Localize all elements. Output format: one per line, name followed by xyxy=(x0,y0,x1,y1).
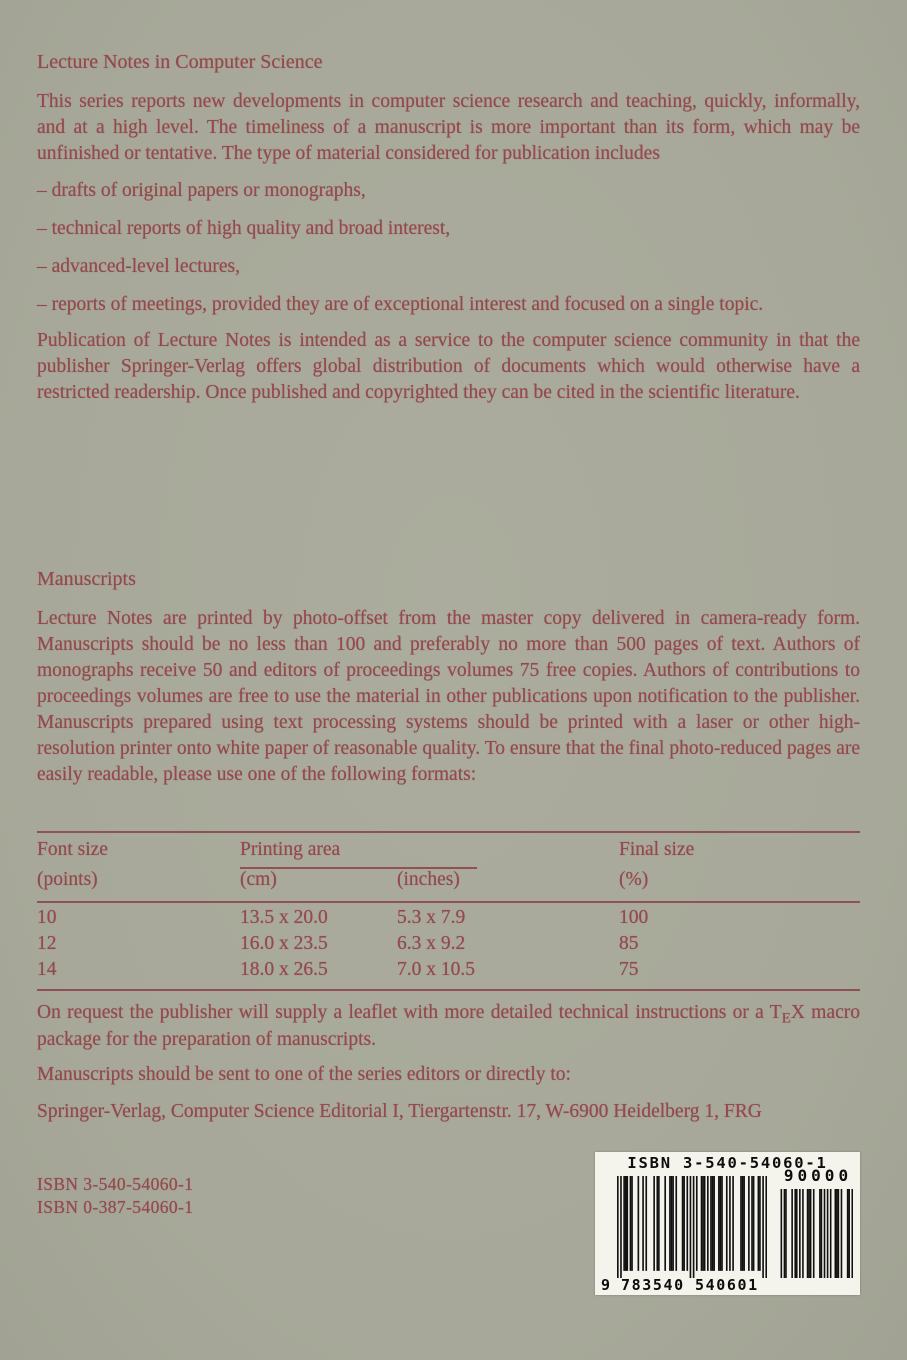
list-item-meeting-reports: – reports of meetings, provided they are of exceptional interest and focused on a single topic. xyxy=(37,294,764,315)
ean13-digit-group1: 783540 xyxy=(621,1276,685,1294)
table-cell: 10 xyxy=(37,907,57,928)
table-rule-mid xyxy=(37,901,860,903)
table-header-final-size: Final size xyxy=(619,839,695,860)
table-cell: 18.0 x 26.5 xyxy=(240,959,328,980)
table-cell: 75 xyxy=(619,959,639,980)
manuscripts-paragraph: Lecture Notes are printed by photo-offset from the master copy delivered in camera-ready form. Manuscripts should be no less than 100 and preferably no more than 500 pages of text. Authors of monographs receive 50 and editors of proceedings volumes 75 free copies. Authors of contributions to proceedings volumes are free to use the material in other publications upon notification to the publisher. Manuscripts prepared using text processing systems should be printed with a laser or other high-resolution printer onto white paper of reasonable quality. To ensure that the final photo-reduced pages are easily readable, please use one of the following formats: xyxy=(37,608,860,785)
table-cell: 13.5 x 20.0 xyxy=(240,907,328,928)
barcode-panel xyxy=(595,1152,860,1295)
list-item-technical-reports: – technical reports of high quality and broad interest, xyxy=(37,218,451,239)
tex-text-before: On request the publisher will supply a leaflet with more detailed technical instructions or a T xyxy=(37,1002,782,1023)
table-header-printing-area: Printing area xyxy=(240,839,341,860)
tex-subscript-e: E xyxy=(781,1009,791,1027)
list-item-drafts: – drafts of original papers or monographs, xyxy=(37,180,366,201)
table-cell: 6.3 x 9.2 xyxy=(397,933,466,954)
tex-text-after: X macro package for the preparation of manuscripts. xyxy=(37,1002,860,1050)
ean13-digit-prefix: 9 xyxy=(601,1276,611,1294)
format-table xyxy=(37,831,860,993)
supplement-code-label: 90000 xyxy=(783,1166,853,1185)
table-header-cm: (cm) xyxy=(240,869,277,890)
table-cell: 16.0 x 23.5 xyxy=(240,933,328,954)
table-cell: 7.0 x 10.5 xyxy=(397,959,475,980)
isbn-line-us: ISBN 0-387-54060-1 xyxy=(37,1197,194,1217)
table-header-inches: (inches) xyxy=(397,869,460,890)
table-header-percent: (%) xyxy=(619,869,649,890)
isbn-block xyxy=(37,1173,193,1219)
table-header-font-size: Font size xyxy=(37,839,108,860)
series-title: Lecture Notes in Computer Science xyxy=(37,51,323,73)
table-cell: 14 xyxy=(37,959,57,980)
table-header-points: (points) xyxy=(37,869,98,890)
series-description: This series reports new developments in computer science research and teaching, quickly, informally, and at a high level. The timeliness of a manuscript is more important than its form, which may be unfinished or tentative. The type of material considered for publication includes xyxy=(37,91,860,164)
publisher-address-line: Springer-Verlag, Computer Science Editorial I, Tiergartenstr. 17, W-6900 Heidelberg 1, FRG xyxy=(37,1101,762,1122)
table-cell: 100 xyxy=(619,907,649,928)
ean13-bars xyxy=(617,1176,767,1278)
table-rule-bottom xyxy=(37,989,860,991)
table-cell: 85 xyxy=(619,933,639,954)
table-rule-top xyxy=(37,831,860,833)
barcode-isbn-label: ISBN 3-540-54060-1 xyxy=(627,1154,828,1172)
tex-leaflet-paragraph xyxy=(37,1000,860,1053)
table-cell: 12 xyxy=(37,933,57,954)
isbn-line-springer: ISBN 3-540-54060-1 xyxy=(37,1174,194,1194)
list-item-lectures: – advanced-level lectures, xyxy=(37,256,241,277)
publication-types-list xyxy=(37,178,860,330)
publication-paragraph: Publication of Lecture Notes is intended as a service to the computer science community in that the publisher Springer-Verlag offers global distribution of documents which would otherwise have a restricted readership. Once published and copyrighted they can be cited in the scientific literature. xyxy=(37,330,860,403)
send-to-editors-line: Manuscripts should be sent to one of the series editors or directly to: xyxy=(37,1064,571,1085)
table-cell: 5.3 x 7.9 xyxy=(397,907,466,928)
ean5-bars xyxy=(779,1189,853,1278)
ean13-digit-group2: 540601 xyxy=(695,1276,759,1294)
manuscripts-heading: Manuscripts xyxy=(37,568,136,590)
